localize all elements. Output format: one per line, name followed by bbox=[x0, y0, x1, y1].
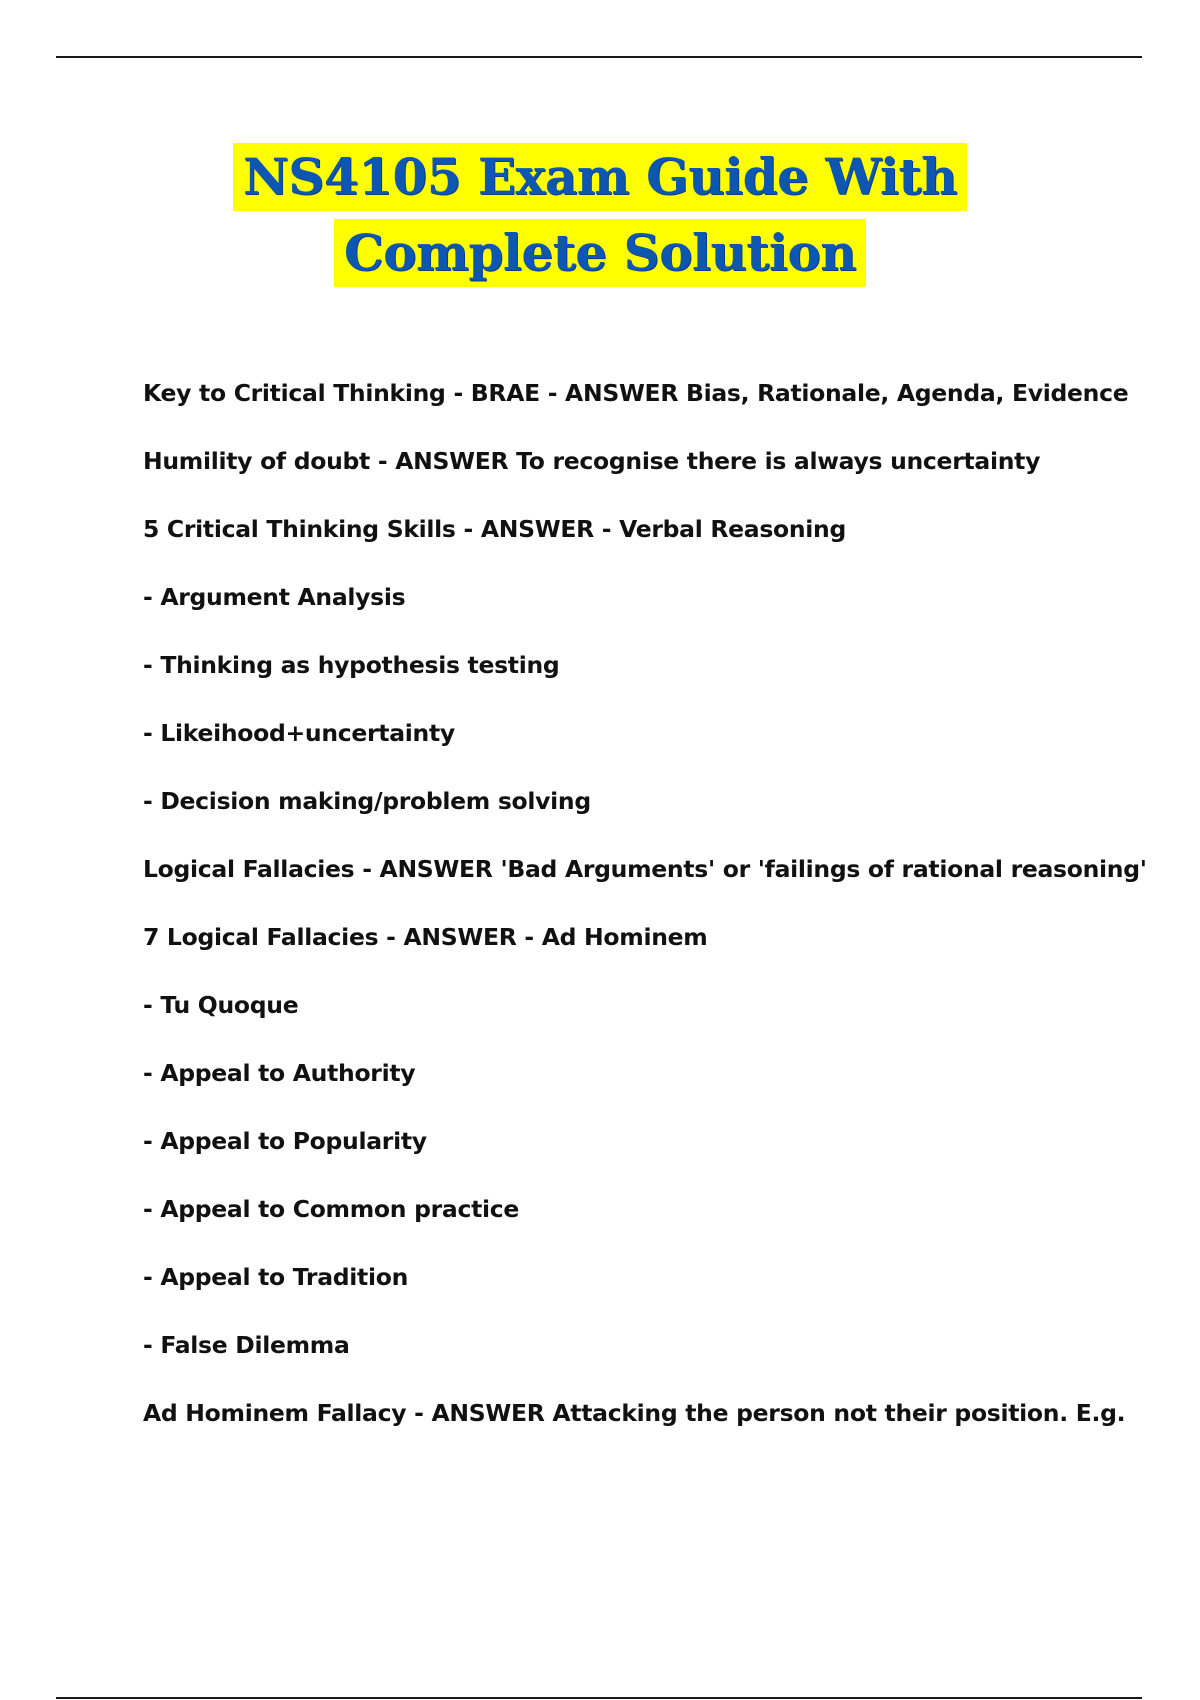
text-line: Key to Critical Thinking - BRAE - ANSWER Bias, Rationale, Agenda, Evidence bbox=[143, 379, 1129, 407]
text-line: Logical Fallacies - ANSWER 'Bad Arguments' or 'failings of rational reasoning' bbox=[143, 855, 1147, 883]
text-line: - Appeal to Tradition bbox=[143, 1263, 408, 1291]
text-line: Humility of doubt - ANSWER To recognise there is always uncertainty bbox=[143, 447, 1041, 475]
text-line: - Decision making/problem solving bbox=[143, 787, 591, 815]
document-body bbox=[143, 378, 1147, 1466]
bottom-rule bbox=[56, 1697, 1142, 1699]
text-line: Ad Hominem Fallacy - ANSWER Attacking the person not their position. E.g. bbox=[143, 1399, 1126, 1427]
text-line: - Appeal to Popularity bbox=[143, 1127, 427, 1155]
text-line: - Argument Analysis bbox=[143, 583, 406, 611]
title-line-1: NS4105 Exam Guide With bbox=[233, 143, 967, 211]
document-title bbox=[0, 143, 1200, 287]
top-rule bbox=[56, 56, 1142, 58]
title-line-2: Complete Solution bbox=[334, 219, 866, 287]
text-line: - Tu Quoque bbox=[143, 991, 299, 1019]
text-line: 7 Logical Fallacies - ANSWER - Ad Hominem bbox=[143, 923, 708, 951]
text-line: - Thinking as hypothesis testing bbox=[143, 651, 560, 679]
text-line: - Appeal to Authority bbox=[143, 1059, 416, 1087]
text-line: - False Dilemma bbox=[143, 1331, 350, 1359]
text-line: - Appeal to Common practice bbox=[143, 1195, 520, 1223]
text-line: - Likeihood+uncertainty bbox=[143, 719, 455, 747]
text-line: 5 Critical Thinking Skills - ANSWER - Verbal Reasoning bbox=[143, 515, 846, 543]
